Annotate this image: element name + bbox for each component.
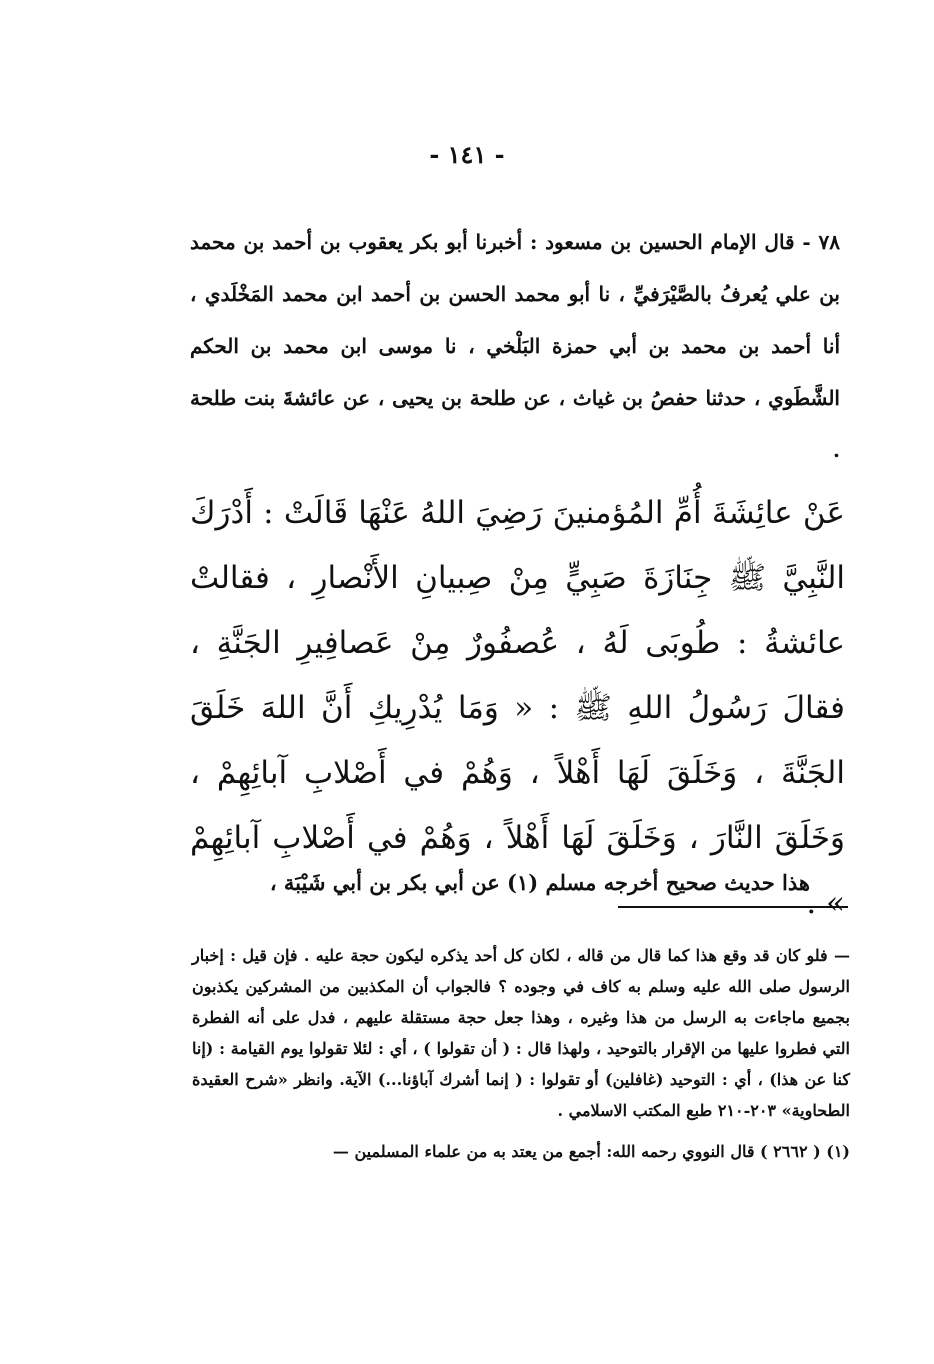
hadith-text: عَنْ عائِشَةَ أُمِّ المُؤمنينَ رَضِيَ اللهُ عَنْهَا قَالَتْ : أَدْرَكَ النَّبِيَّ ﷺ جِنَازَةَ صَبِيٍّ مِنْ صِبيانِ الأَنْصارِ ، فقالتْ عائشةُ : طُوبَى لَهُ ، عُصفُورٌ مِنْ عَصافِيرِ الجَنَّةِ ، فقالَ رَسُولُ اللهِ ﷺ : « وَمَا يُدْرِيكِ أَنَّ اللهَ خَلَقَ الجَنَّةَ ، وَخَلَقَ لَهَا أَهْلاً ، وَهُمْ في أَصْلابِ آبائِهِمْ ، وَخَلَقَ النَّارَ ، وَخَلَقَ لَهَا أَهْلاً ، وَهُمْ في أَصْلابِ آبائِهِمْ » . <box>190 495 845 921</box>
page-number: - ١٤١ - <box>429 140 505 169</box>
hadith-grading: هذا حديث صحيح أخرجه مسلم (١) عن أبي بكر بن أبي شَيْبَة ، <box>269 870 810 895</box>
continued-footnote: — فلو كان قد وقع هذا كما قال من قاله ، لكان كل أحد يذكره ليكون حجة عليه . فإن قيل : إخبار الرسول صلى الله عليه وسلم به كاف في وجوده ؟ فالجواب أن المكذبين من المشركين يكذبون بجميع ماجاءت به الرسل من هذا وغيره ، وهذا جعل حجة مستقلة عليهم ، فدل على أنه الفطرة التي فطروا عليها من الإقرار بالتوحيد ، ولهذا قال : ( أن تقولوا ) ، أي : لئلا تقولوا يوم القيامة : (إنا كنا عن هذا) ، أي : التوحيد (غافلين) أو تقولوا : ( إنما أشرك آباؤنا...) الآية. وانظر «شرح العقيدة الطحاوية» ٢٠٣-٢١٠ طبع المكتب الاسلامي . <box>192 946 850 1120</box>
footnote-1: (١) ( ٢٦٦٢ ) قال النووي رحمه الله: أجمع من يعتد به من علماء المسلمين — <box>332 1142 850 1161</box>
footnotes-section <box>192 940 850 1167</box>
footnote-divider <box>618 906 848 908</box>
hadith-isnad: ٧٨ - قال الإمام الحسين بن مسعود : أخبرنا أبو بكر يعقوب بن أحمد بن محمد بن علي يُعرفُ بالصَّيْرَفيِّ ، نا أبو محمد الحسن بن أحمد ابن محمد المَخْلَدي ، أنا أحمد بن محمد بن أبي حمزة البَلْخي ، نا موسى ابن محمد بن الحكم الشَّطَوي ، حدثنا حفصُ بن غياث ، عن طلحة بن يحيى ، عن عائشةَ بنت طلحة . <box>190 230 840 462</box>
